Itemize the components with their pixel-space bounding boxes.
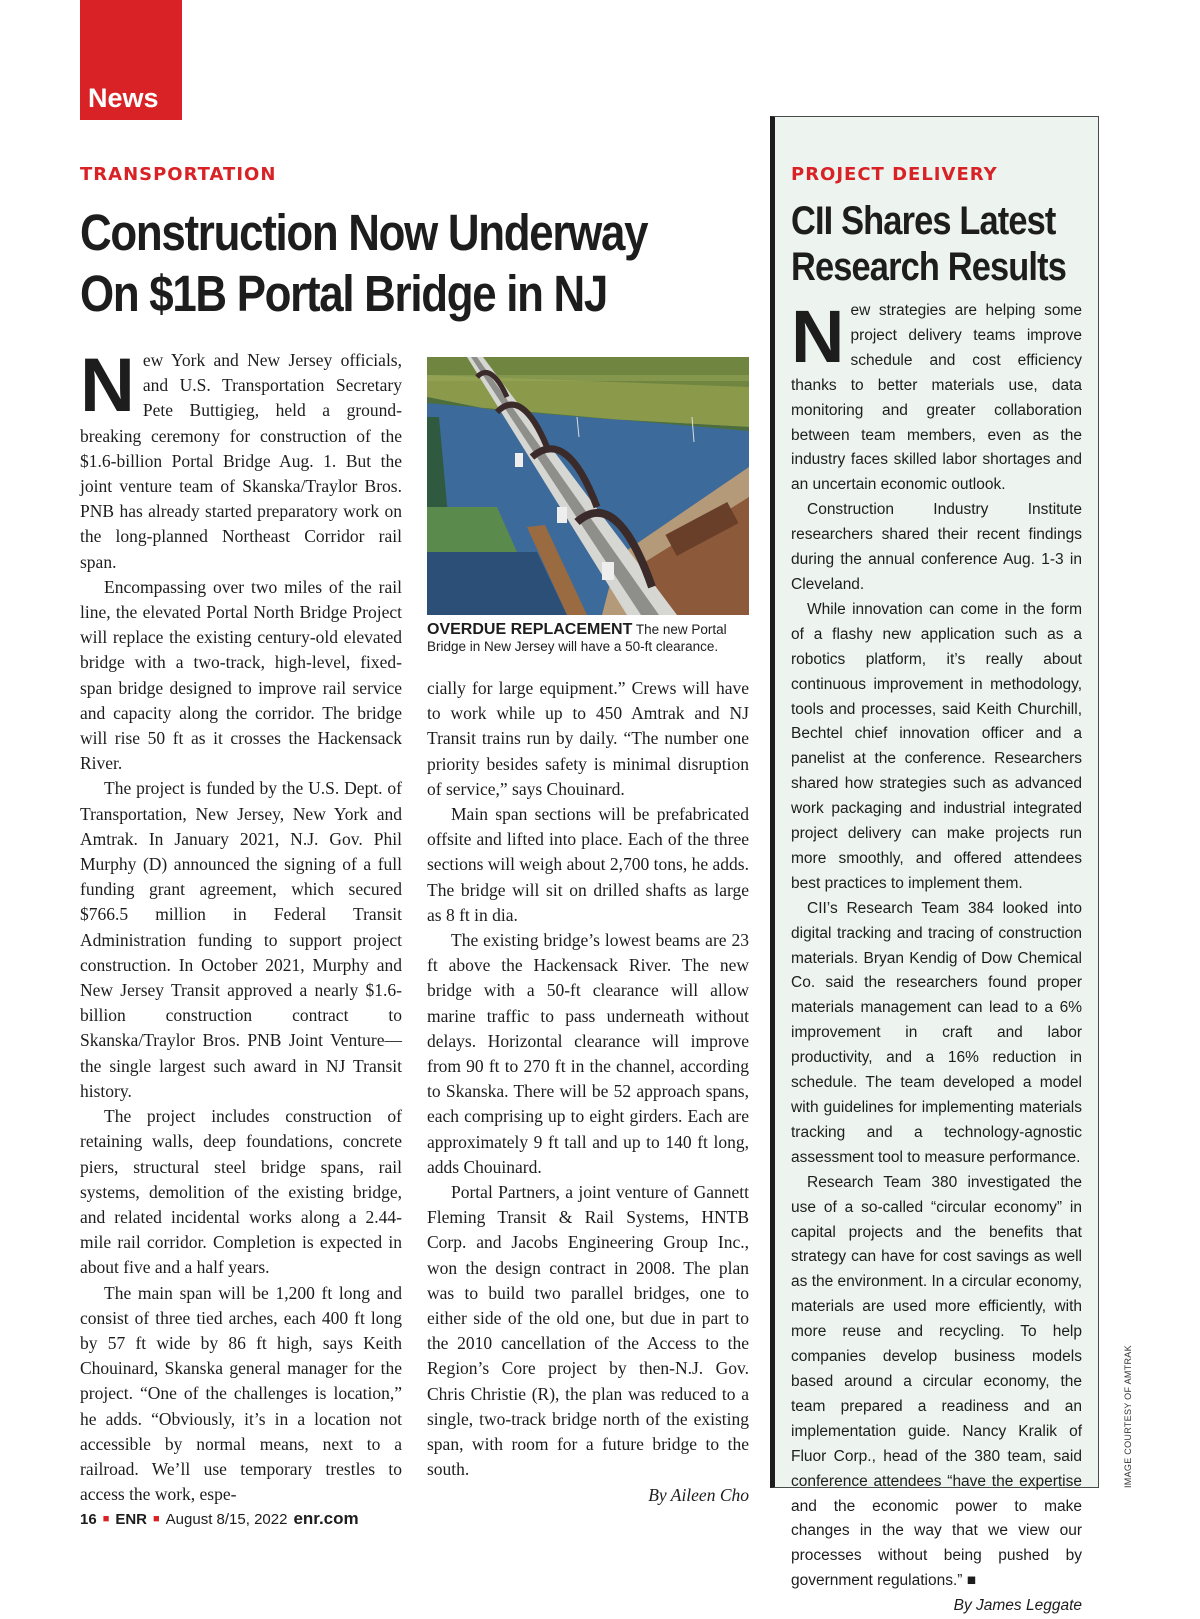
article-byline: By Aileen Cho	[648, 1484, 749, 1505]
article-kicker: TRANSPORTATION	[80, 164, 277, 185]
article-paragraph: The project includes construction of retaining walls, deep foundations, concrete piers, structural steel bridge spans, rail systems, demolition of the existing bridge, and related incidental works along a 2.44-mile rail corridor. Completion is expected in about five and a half years.	[80, 1106, 402, 1278]
caption-title: OVERDUE REPLACEMENT	[427, 621, 633, 638]
article-paragraph: The main span will be 1,200 ft long and consist of three tied arches, each 400 ft long by 57 ft wide by 86 ft high, says Keith Chouinard, Skanska general manager for the project. “One of the challenges is location,” he adds. “Obviously, it’s in a location not accessible by normal means, next to a railroad. We’ll use temporary trestles to access the work, espe-	[80, 1282, 402, 1505]
article-headline	[80, 202, 665, 324]
article-paragraph: cially for large equipment.” Crews will have to work while up to 450 Amtrak and NJ Transit trains run by daily. “The number one priority besides safety is minimal disruption of service,” says Chouinard.	[427, 678, 749, 799]
headline-line-2: On $1B Portal Bridge in NJ	[80, 265, 608, 322]
sidebar-kicker: PROJECT DELIVERY	[791, 164, 998, 185]
sidebar-byline: By James Leggate	[953, 1597, 1082, 1615]
sidebar-paragraph: Construction Industry Institute researchers shared their recent findings during the annual conference Aug. 1-3 in Cleveland.	[791, 501, 1082, 593]
headline-line-1: Construction Now Underway	[80, 204, 648, 261]
sidebar-paragraph: Research Team 380 investigated the use of a so-called “circular economy” in capital projects and the benefits that strategy can have for cost savings as well as the environment. In a circular economy, materials are used more efficiently, with more reuse and recycling. To help companies develop business models based around a circular economy, the team prepared a readiness and an implementation guide. Nancy Kralik of Fluor Corp., head of the 380 team, said conference attendees “have the expertise and the economic power to make changes in the way that we view our processes without being pushed by government regulations.” ■	[791, 1173, 1082, 1590]
sidebar-column	[791, 295, 1082, 1619]
sidebar-paragraph: CII’s Research Team 384 looked into digital tracking and tracing of construction materials. Bryan Kendig of Dow Chemical Co. said the researchers found proper materials management can lead to a 6% improvement in craft and labor productivity, and a 16% reduction in schedule. The team developed a model with guidelines for implementing materials tracking and a technology-agnostic assessment tool to measure performance.	[791, 899, 1082, 1166]
separator-square-icon: ■	[153, 1513, 160, 1525]
section-tab	[80, 0, 182, 120]
article-paragraph: The project is funded by the U.S. Dept. of Transportation, New Jersey, New York and Amtrak. In January 2021, N.J. Gov. Phil Murphy (D) announced the signing of a full funding grant agreement, which secured $766.5 million in Federal Transit Administration funding to support project construction. In October 2021, Murphy and New Jersey Transit approved a nearly $1.6-billion construction contract to Skanska/Traylor Bros. PNB Joint Venture—the single largest such award in NJ Transit history.	[80, 778, 402, 1101]
sidebar-headline-line-2: Research Results	[791, 245, 1066, 289]
article-paragraph: Encompassing over two miles of the rail line, the elevated Portal North Bridge Project will replace the existing century-old elevated bridge with a two-track, high-level, fixed-span bridge designed to improve rail service and capacity along the corridor. The bridge will rise 50 ft as it crosses the Hackensack River.	[80, 576, 402, 774]
issue-date: August 8/15, 2022	[165, 1511, 288, 1528]
separator-square-icon: ■	[102, 1513, 110, 1525]
article-paragraph: Main span sections will be prefabricated offsite and lifted into place. Each of the three sections will weigh about 2,700 tons, he adds. The bridge will sit on drilled shafts as large as 8 ft in dia.	[427, 804, 749, 925]
section-tab-label: News	[88, 83, 159, 113]
image-credit: IMAGE COURTESY OF AMTRAK	[1123, 1345, 1133, 1488]
article-column-1	[80, 343, 402, 1507]
page-footer	[80, 1509, 359, 1529]
page-number: 16	[80, 1511, 97, 1528]
drop-cap: N	[80, 343, 135, 428]
caption-text: The new Portal Bridge in New Jersey will have a 50-ft clearance.	[427, 622, 727, 654]
sidebar-paragraph: New strategies are helping some project delivery teams improve schedule and cost efficiency thanks to better materials use, data monitoring and greater collaboration between team members, even as the industry faces skilled labor shortages and an uncertain economic outlook.	[791, 295, 1082, 494]
article-column-2	[427, 676, 749, 1508]
magazine-name: ENR	[115, 1511, 148, 1528]
photo-caption	[427, 621, 749, 655]
sidebar-headline-line-1: CII Shares Latest	[791, 199, 1056, 243]
article-paragraph: Portal Partners, a joint venture of Gannett Fleming Transit & Rail Systems, HNTB Corp. and Jacobs Engineering Group Inc., won the design contract in 2008. The plan was to build two parallel bridges, one to either side of the old one, but due in part to the 2010 cancellation of the Access to the Region’s Core project by then-N.J. Gov. Chris Christie (R), the plan was reduced to a single, two-track bridge north of the existing span, with room for a future bridge to the south.	[427, 1182, 749, 1480]
article-paragraph: The existing bridge’s lowest beams are 23 ft above the Hackensack River. The new bridge with a 50-ft clearance will allow marine traffic to pass underneath without delays. Horizontal clearance will improve from 90 ft to 270 ft in the channel, according to Skanska. There will be 52 approach spans, each comprising up to eight girders. Each are approximately 9 ft tall and up to 140 ft long, adds Chouinard.	[427, 930, 749, 1177]
article-paragraph: New York and New Jersey officials, and U.S. Transportation Secretary Pete Buttigieg, held a ground-breaking ceremony for construction of the $1.6-billion Portal Bridge Aug. 1. But the joint venture team of Skanska/Traylor Bros. PNB has already started preparatory work on the long-planned Northeast Corridor rail span.	[80, 343, 402, 572]
sidebar-headline	[791, 198, 1066, 290]
sidebar-paragraph: While innovation can come in the form of a flashy new application such as a robotics platform, it’s really about continuous improvement in methodology, tools and processes, said Keith Churchill, Bechtel chief innovation officer and a panelist at the conference. Researchers shared how strategies such as advanced work packaging and industrial integrated project delivery can make projects run more smoothly, and offered attendees best practices to implement them.	[791, 600, 1082, 892]
website-link[interactable]: enr.com	[293, 1509, 359, 1528]
bridge-photo	[427, 357, 749, 615]
sidebar-drop-cap: N	[791, 295, 845, 378]
